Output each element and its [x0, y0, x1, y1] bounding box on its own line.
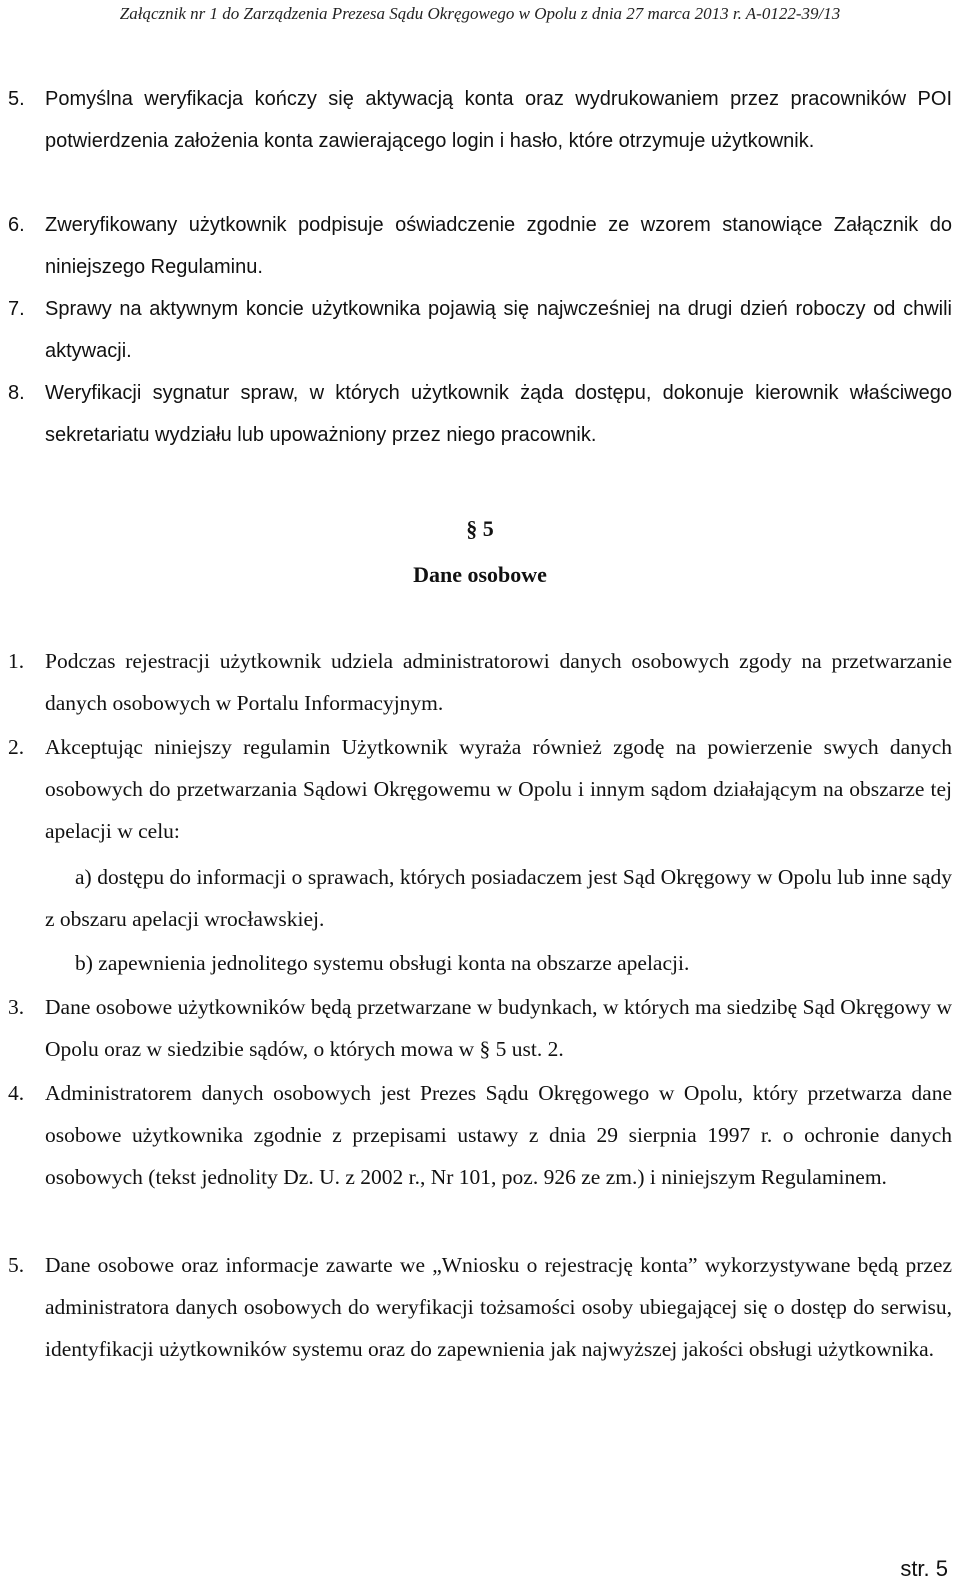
- item-number: 1.: [8, 649, 25, 673]
- item-number: 8.: [8, 382, 25, 404]
- item-number: 5.: [8, 1253, 25, 1277]
- item-text: Zweryfikowany użytkownik podpisuje oświadczenie zgodnie ze wzorem stanowiące Załącznik do niniejszego Regulaminu.: [45, 214, 952, 278]
- list-item: [8, 986, 952, 1070]
- section-title: Dane osobowe: [413, 562, 547, 587]
- item-text: Sprawy na aktywnym koncie użytkownika pojawią się najwcześniej na drugi dzień roboczy od chwili aktywacji.: [45, 298, 952, 362]
- item-text: Dane osobowe użytkowników będą przetwarzane w budynkach, w których ma siedzibę Sąd Okręgowy w Opolu oraz w siedzibie sądów, o których mowa w § 5 ust. 2.: [45, 995, 952, 1061]
- list-item: [8, 204, 952, 288]
- item-text: Administratorem danych osobowych jest Prezes Sądu Okręgowego w Opolu, który przetwarza dane osobowe użytkownika zgodnie z przepisami ustawy z dnia 29 sierpnia 1997 r. o ochronie danych osobowych (tekst jednolity Dz. U. z 2002 r., Nr 101, poz. 926 ze zm.) i niniejszym Regulaminem.: [45, 1081, 952, 1189]
- sub-item-text: a) dostępu do informacji o sprawach, których posiadaczem jest Sąd Okręgowy w Opolu lub inne sądy z obszaru apelacji wrocławskiej.: [45, 865, 952, 931]
- page-number: str. 5: [900, 1556, 948, 1581]
- list-item: [8, 372, 952, 456]
- list-item: [8, 1244, 952, 1370]
- item-number: 2.: [8, 735, 25, 759]
- item-text: Weryfikacji sygnatur spraw, w których użytkownik żąda dostępu, dokonuje kierownik właściwego sekretariatu wydziału lub upoważniony przez niego pracownik.: [45, 382, 952, 446]
- document-header: Załącznik nr 1 do Zarządzenia Prezesa Sądu Okręgowego w Opolu z dnia 27 marca 2013 r. A-0122-39/13: [119, 4, 841, 23]
- item-number: 4.: [8, 1081, 25, 1105]
- item-number: 7.: [8, 298, 25, 320]
- sub-item: [45, 856, 952, 940]
- sub-item: [75, 942, 689, 984]
- section-mark: § 5: [466, 516, 494, 541]
- item-text: Podczas rejestracji użytkownik udziela administratorowi danych osobowych zgody na przetwarzanie danych osobowych w Portalu Informacyjnym.: [45, 649, 952, 715]
- list-item: [8, 288, 952, 372]
- list-item: [8, 640, 952, 724]
- item-text: Akceptując niniejszy regulamin Użytkownik wyraża również zgodę na powierzenie swych danych osobowych do przetwarzania Sądowi Okręgowemu w Opolu i innym sądom działającym na obszarze tej apelacji w celu:: [45, 735, 952, 843]
- list-item: [8, 1072, 952, 1198]
- item-text: Dane osobowe oraz informacje zawarte we „Wniosku o rejestrację konta” wykorzystywane będą przez administratora danych osobowych do weryfikacji tożsamości osoby ubiegającej się o dostęp do serwisu, identyfikacji użytkowników systemu oraz do zapewnienia jak najwyższej jakości obsługi użytkownika.: [45, 1253, 952, 1361]
- list-item: [8, 78, 952, 162]
- item-number: 6.: [8, 214, 25, 236]
- item-number: 5.: [8, 88, 25, 110]
- item-number: 3.: [8, 995, 25, 1019]
- sub-item-text: b) zapewnienia jednolitego systemu obsługi konta na obszarze apelacji.: [75, 951, 690, 975]
- list-item: [8, 726, 952, 852]
- item-text: Pomyślna weryfikacja kończy się aktywacją konta oraz wydrukowaniem przez pracowników POI potwierdzenia założenia konta zawierającego login i hasło, które otrzymuje użytkownik.: [45, 88, 952, 152]
